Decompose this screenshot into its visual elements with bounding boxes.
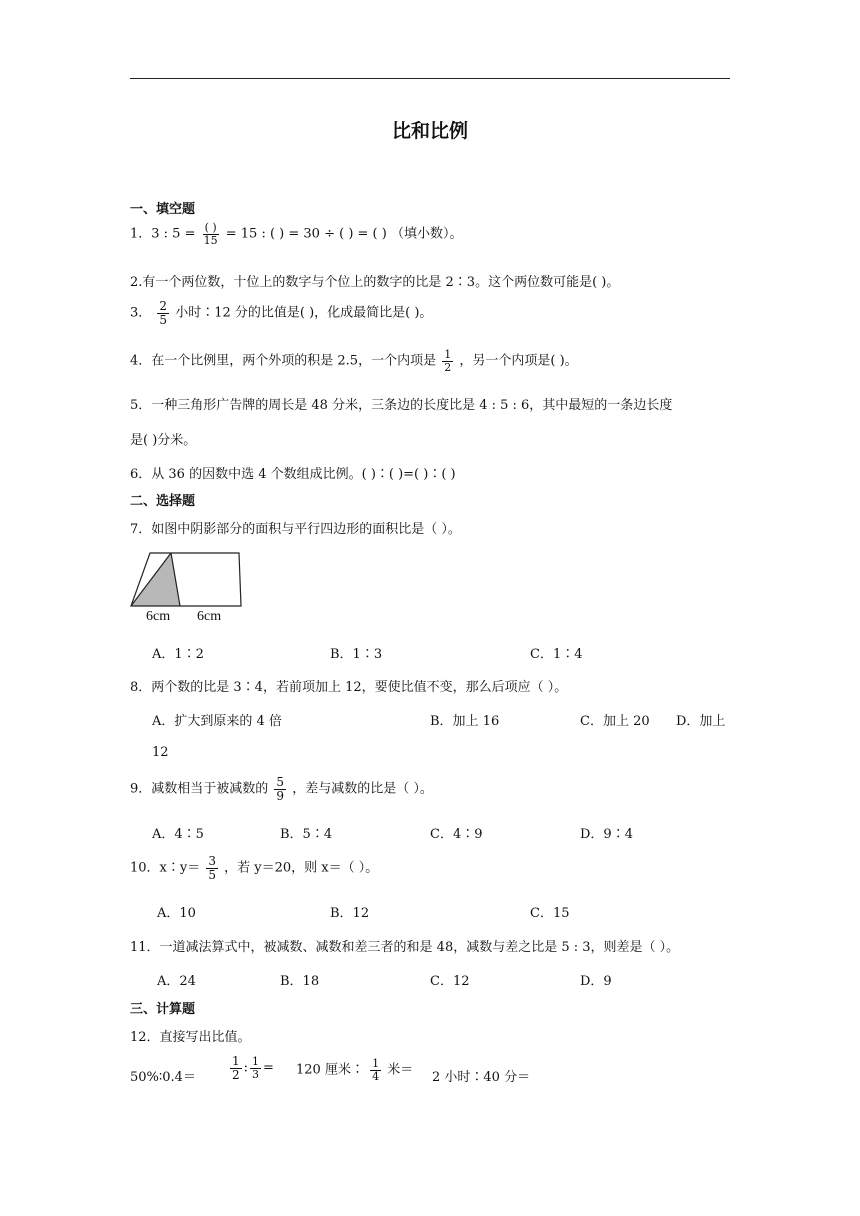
q10-option-a[interactable]: A．10 (157, 906, 196, 921)
q12-expr-1: 50%∶0.4＝ (130, 1070, 196, 1085)
q12-e2-den-2: 3 (252, 1067, 260, 1081)
q9-option-a[interactable]: A．4∶5 (152, 827, 204, 842)
q3-prefix: 3． (130, 305, 152, 321)
q10-frac-num: 3 (208, 854, 216, 868)
q3-fraction (157, 300, 169, 326)
question-6: 6．从 36 的因数中选 4 个数组成比例。( )∶( )=( )∶( ) (130, 467, 456, 482)
q8-option-c[interactable]: C．加上 20 (580, 714, 650, 729)
q12-e3-prefix: 120 厘米∶ (296, 1062, 364, 1078)
q11-option-d[interactable]: D．9 (580, 974, 612, 989)
question-11: 11．一道减法算式中，被减数、减数和差三者的和是 48，减数与差之比是 5 : 3，则差是（ ）。 (130, 940, 680, 955)
question-8: 8．两个数的比是 3∶4，若前项加上 12，要使比值不变，那么后项应（ ）。 (130, 680, 568, 695)
parallelogram-figure (128, 548, 248, 610)
q12-e2-frac-2 (250, 1056, 261, 1080)
figure-label-left: 6cm (146, 609, 171, 624)
q10-fraction (206, 855, 218, 881)
q12-expr-2 (228, 1055, 274, 1081)
q10-option-b[interactable]: B．12 (330, 906, 370, 921)
q1-prefix: 1．3 : 5 = (130, 226, 196, 242)
q8-option-d[interactable]: D．加上 (676, 714, 726, 729)
q10-prefix: 10．x∶y＝ (130, 860, 201, 876)
q10-frac-den: 5 (208, 867, 216, 882)
q7-option-b[interactable]: B．1∶3 (330, 647, 383, 662)
q7-option-a[interactable]: A．1∶2 (152, 647, 204, 662)
q12-e2-num-1: 1 (232, 1054, 240, 1068)
q12-e3-den: 4 (372, 1069, 380, 1083)
q1-suffix: = 15 : ( ) = 30 ÷ ( ) = ( ) （填小数）。 (225, 226, 463, 242)
q4-prefix: 4．在一个比例里，两个外项的积是 2.5，一个内项是 (130, 353, 437, 369)
q9-option-d[interactable]: D．9∶4 (580, 827, 633, 842)
q3-frac-den: 5 (159, 312, 168, 327)
q4-suffix: ，另一个内项是( )。 (459, 353, 578, 369)
section-choice-heading: 二、选择题 (130, 494, 196, 509)
q4-frac-num: 1 (444, 348, 452, 361)
question-2: 2.有一个两位数，十位上的数字与个位上的数字的比是 2∶3。这个两位数可能是( )。 (130, 275, 620, 290)
q12-e2-equals: = (263, 1060, 274, 1076)
question-10 (130, 855, 378, 881)
q4-frac-den: 2 (444, 360, 452, 374)
question-5-line-1: 5．一种三角形广告牌的周长是 48 分米，三条边的长度比是 4 : 5 : 6，其中最短的一条边长度 (130, 398, 673, 413)
q8-option-b[interactable]: B．加上 16 (430, 714, 500, 729)
question-7: 7．如图中阴影部分的面积与平行四边形的面积比是（ ）。 (130, 522, 461, 537)
q1-frac-den: 15 (203, 233, 218, 247)
q9-fraction (274, 776, 286, 802)
q10-option-c[interactable]: C．15 (530, 906, 570, 921)
q1-frac-num: ( ) (204, 221, 217, 234)
q1-fraction (202, 222, 220, 246)
q9-frac-num: 5 (276, 775, 285, 789)
q12-e3-num: 1 (372, 1057, 380, 1070)
q12-e2-colon: : (243, 1060, 249, 1076)
header-rule (130, 78, 730, 79)
q12-e3-fraction (370, 1058, 381, 1082)
section-calc-heading: 三、计算题 (130, 1002, 196, 1017)
q12-e2-num-2: 1 (252, 1055, 260, 1069)
q12-expr-4: 2 小时∶40 分＝ (432, 1070, 531, 1085)
question-9 (130, 776, 433, 802)
q8-option-d-wrap: 12 (152, 745, 169, 760)
q9-frac-den: 9 (276, 788, 285, 803)
q8-option-a[interactable]: A．扩大到原来的 4 倍 (152, 714, 282, 729)
q7-option-c[interactable]: C．1∶4 (530, 647, 583, 662)
q9-suffix: ，差与减数的比是（ ）。 (292, 781, 433, 797)
question-12: 12．直接写出比值。 (130, 1030, 251, 1045)
q12-e2-den-1: 2 (232, 1067, 240, 1082)
figure-label-right: 6cm (197, 609, 222, 624)
section-fill-heading: 一、填空题 (130, 202, 196, 217)
question-1 (130, 222, 462, 246)
question-3 (130, 300, 432, 326)
q11-option-b[interactable]: B．18 (280, 974, 320, 989)
question-4 (130, 349, 578, 373)
q3-frac-num: 2 (159, 299, 168, 313)
page-title: 比和比例 (391, 120, 468, 142)
q9-option-c[interactable]: C．4∶9 (430, 827, 483, 842)
q12-e2-frac-1 (230, 1055, 242, 1081)
q11-option-c[interactable]: C．12 (430, 974, 470, 989)
question-5-line-2: 是( )分米。 (130, 433, 197, 448)
q9-prefix: 9．减数相当于被减数的 (130, 781, 269, 797)
q10-suffix: ，若 y＝20，则 x＝（ ）。 (224, 860, 379, 876)
q3-suffix: 小时∶12 分的比值是( )，化成最简比是( )。 (175, 305, 433, 321)
q11-option-a[interactable]: A．24 (157, 974, 196, 989)
q12-expr-3 (296, 1058, 413, 1082)
q12-e3-suffix: 米＝ (387, 1062, 414, 1078)
q9-option-b[interactable]: B．5∶4 (280, 827, 333, 842)
q4-fraction (442, 349, 453, 373)
